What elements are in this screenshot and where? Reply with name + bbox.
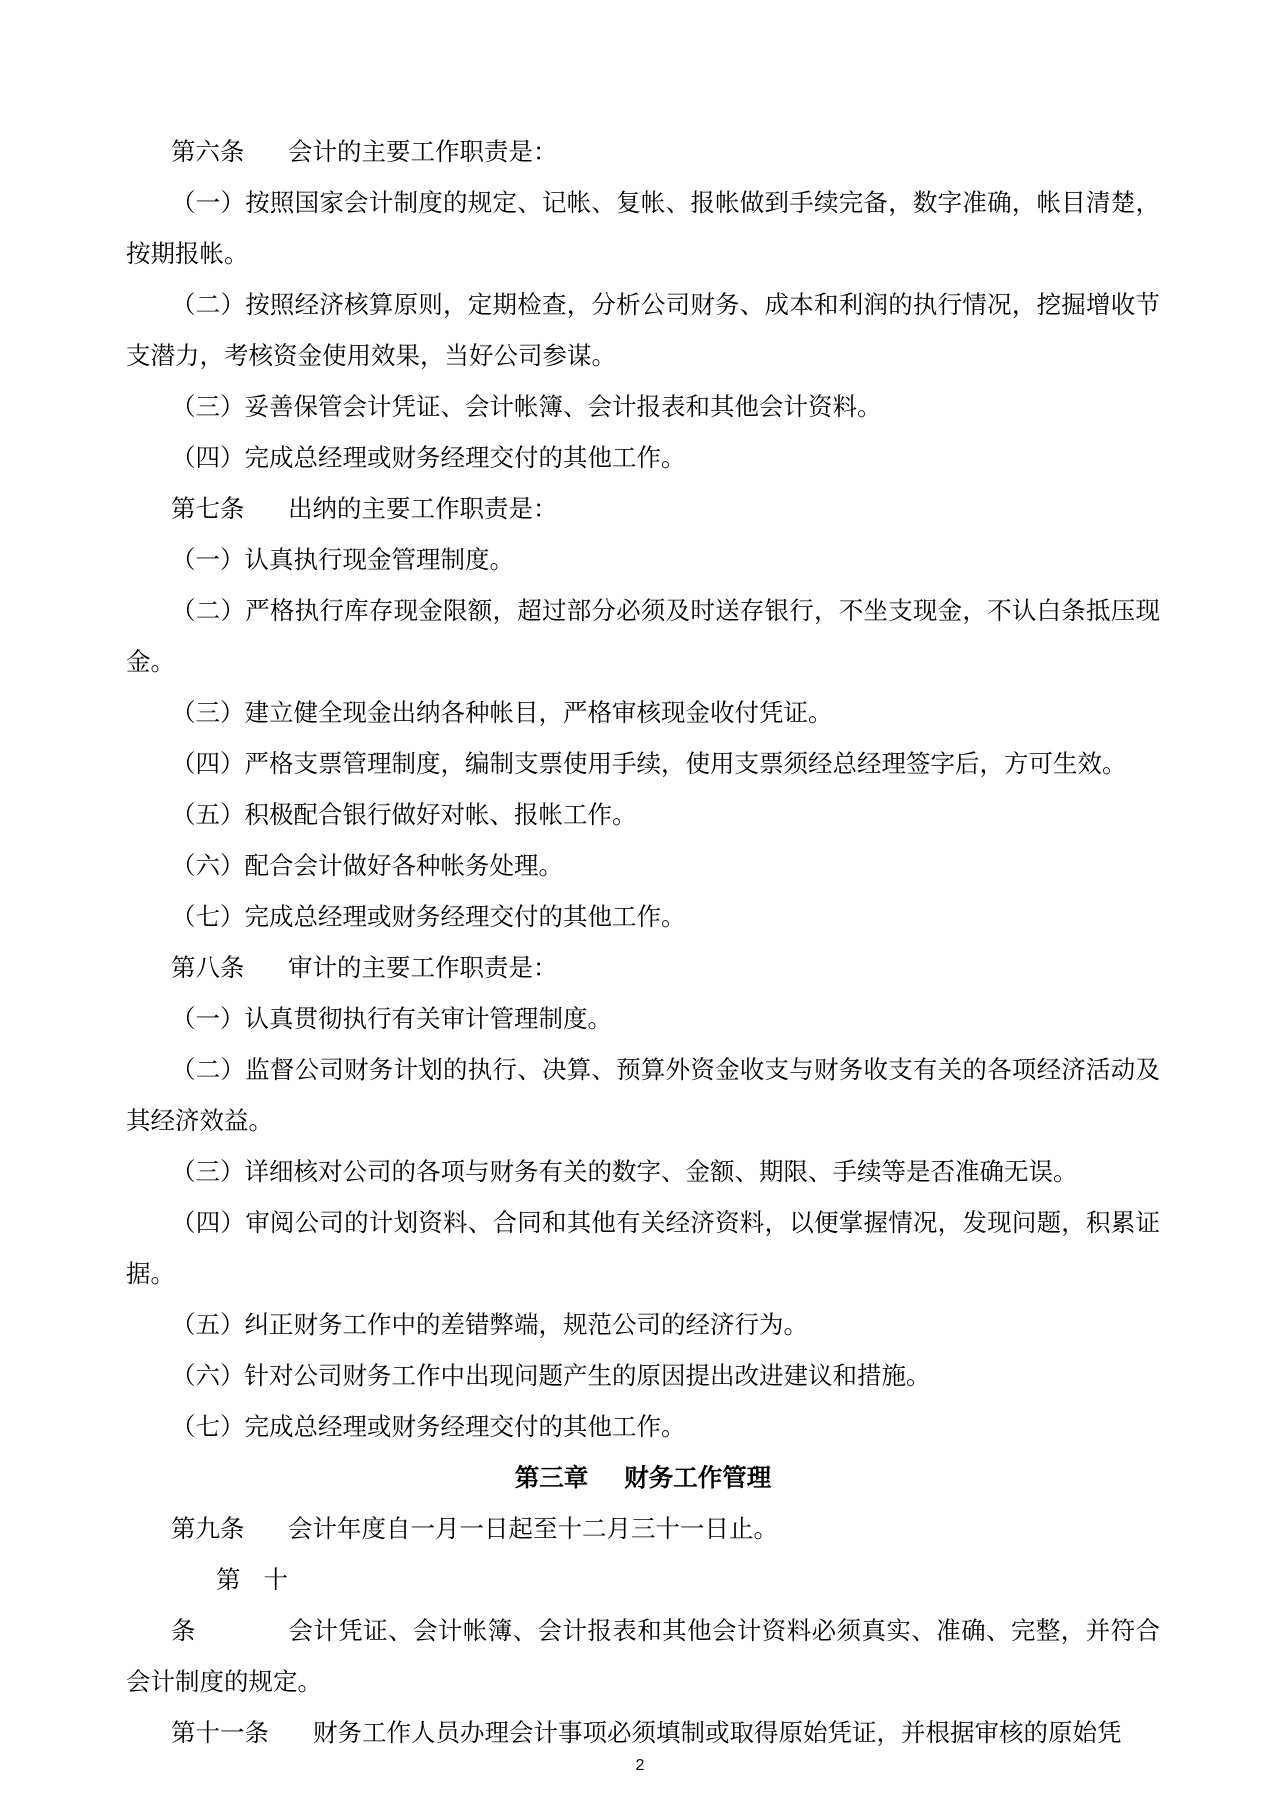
article-8-item-5: （五）纠正财务工作中的差错弊端，规范公司的经济行为。	[171, 1310, 808, 1339]
article-11-number: 第十一条	[171, 1718, 269, 1747]
article-10-number: 第十条	[171, 1565, 288, 1645]
chapter-3-heading	[126, 1452, 1160, 1503]
article-7-title: 出纳的主要工作职责是：	[288, 494, 558, 523]
article-7-number: 第七条	[171, 494, 245, 523]
article-8-item-1: （一）认真贯彻执行有关审计管理制度。	[171, 1004, 612, 1033]
article-8-title: 审计的主要工作职责是：	[288, 953, 558, 982]
article-7-item-2: （二）严格执行库存现金限额，超过部分必须及时送存银行，不坐支现金，不认白条抵压现金。	[126, 596, 1160, 676]
article-11	[126, 1707, 1160, 1758]
article-8-number: 第八条	[171, 953, 245, 982]
article-10	[126, 1554, 1160, 1707]
article-9-text: 会计年度自一月一日起至十二月三十一日止。	[288, 1514, 778, 1543]
article-6-item-1: （一）按照国家会计制度的规定、记帐、复帐、报帐做到手续完备，数字准确，帐目清楚，按期报帐。	[126, 188, 1160, 268]
article-8-item-7: （七）完成总经理或财务经理交付的其他工作。	[171, 1412, 686, 1441]
article-8-item-4: （四）审阅公司的计划资料、合同和其他有关经济资料，以便掌握情况，发现问题，积累证据。	[126, 1208, 1160, 1288]
chapter-3-number: 第三章	[514, 1463, 589, 1492]
article-7-heading	[126, 483, 1160, 534]
chapter-3-title: 财务工作管理	[624, 1463, 772, 1492]
article-11-text: 财务工作人员办理会计事项必须填制或取得原始凭证，并根据审核的原始凭	[313, 1718, 1122, 1747]
article-8-item-3: （三）详细核对公司的各项与财务有关的数字、金额、期限、手续等是否准确无误。	[171, 1157, 1078, 1186]
page-number: 2	[635, 1757, 645, 1774]
article-6-number: 第六条	[171, 137, 245, 166]
document-body	[126, 126, 1160, 1758]
article-8-item-2: （二）监督公司财务计划的执行、决算、预算外资金收支与财务收支有关的各项经济活动及其经济效益。	[126, 1055, 1160, 1135]
article-7-item-4: （四）严格支票管理制度，编制支票使用手续，使用支票须经总经理签字后，方可生效。	[171, 749, 1127, 778]
article-7-item-7: （七）完成总经理或财务经理交付的其他工作。	[171, 902, 686, 931]
article-8-heading	[126, 942, 1160, 993]
article-9	[126, 1503, 1160, 1554]
article-6-heading	[126, 126, 1160, 177]
article-7-item-1: （一）认真执行现金管理制度。	[171, 545, 514, 574]
article-7-item-3: （三）建立健全现金出纳各种帐目，严格审核现金收付凭证。	[171, 698, 833, 727]
article-6-item-2: （二）按照经济核算原则，定期检查，分析公司财务、成本和利润的执行情况，挖掘增收节支潜力，考核资金使用效果，当好公司参谋。	[126, 290, 1160, 370]
article-9-number: 第九条	[171, 1514, 245, 1543]
article-6-title: 会计的主要工作职责是：	[288, 137, 558, 166]
article-10-text: 会计凭证、会计帐簿、会计报表和其他会计资料必须真实、准确、完整，并符合会计制度的规定。	[126, 1616, 1160, 1696]
article-6-item-3: （三）妥善保管会计凭证、会计帐簿、会计报表和其他会计资料。	[171, 392, 882, 421]
article-6-item-4: （四）完成总经理或财务经理交付的其他工作。	[171, 443, 686, 472]
article-8-item-6: （六）针对公司财务工作中出现问题产生的原因提出改进建议和措施。	[171, 1361, 931, 1390]
article-7-item-6: （六）配合会计做好各种帐务处理。	[171, 851, 563, 880]
article-7-item-5: （五）积极配合银行做好对帐、报帐工作。	[171, 800, 637, 829]
